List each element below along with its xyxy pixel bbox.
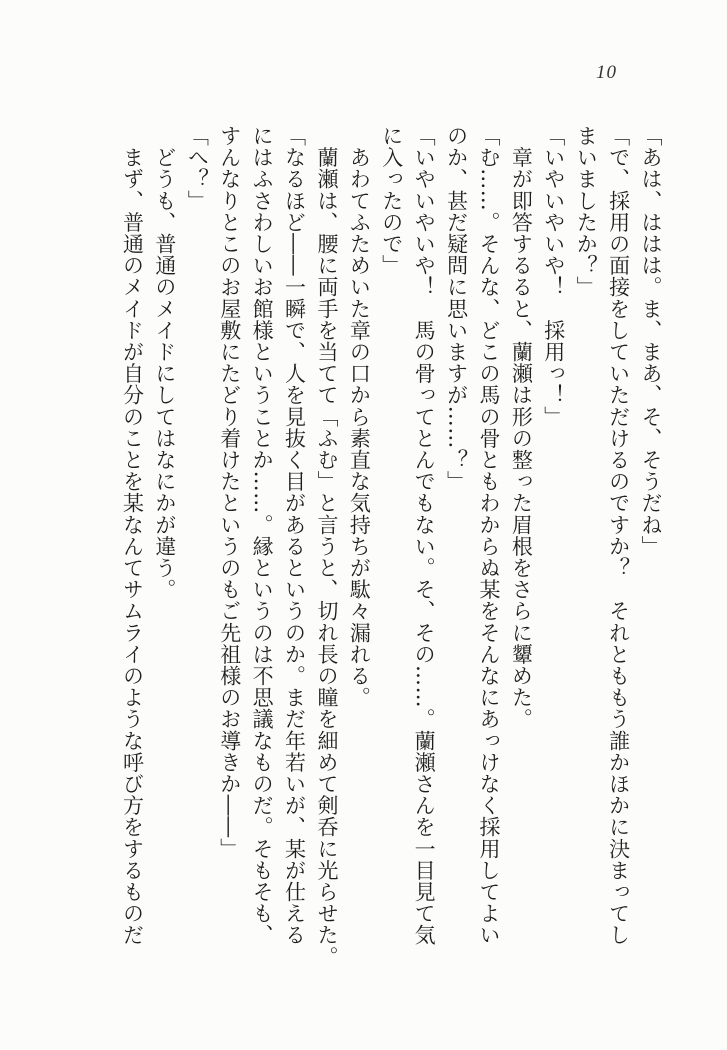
text-line: 章が即答するると、蘭瀬は形の整った眉根をさらに顰めた。: [509, 125, 534, 730]
text-line: 「いやいやいや！ 馬の骨ってとんでもない。そ、その……。蘭瀬さんを一目見て気: [412, 125, 437, 946]
text-line: まいましたか？」: [574, 125, 599, 298]
text-line: に入ったので」: [379, 125, 404, 277]
text-line: 「で、採用の面接をしていただけるのですか？ それとももう誰かほかに決まってし: [606, 125, 631, 946]
text-line: 蘭瀬は、腰に両手を当てて「ふむ」と言うと、切れ長の瞳を細めて剣呑に光らせた。: [314, 125, 339, 968]
text-line: すんなりとこのお屋敷にたどり着けたというのもご先祖様のお導きか――」: [217, 125, 242, 860]
text-line: 「いやいやいや！ 採用っ！」: [541, 125, 566, 428]
text-line: あわてふためいた章の口から素直な気持ちが駄々漏れる。: [347, 125, 372, 709]
text-line: 「なるほど――一瞬で、人を見抜く目があるというのか。まだ年若いが、某が仕える: [282, 125, 307, 946]
text-line: 「あは、ははは。ま、まあ、そ、そうだね」: [639, 125, 663, 557]
novel-text-column-block: [107, 125, 667, 985]
text-line: にはふさわしいお館様ということか……。縁というのは不思議なものだ。そもそも、: [250, 125, 275, 946]
text-line: 「へ？」: [185, 125, 210, 212]
text-line: のか、甚だ疑問に思いますが……？」: [444, 125, 469, 493]
text-line: どうも、普通のメイドにしてはなにかが違う。: [152, 125, 177, 601]
text-line: 「む……。そんな、どこの馬の骨ともわからぬ某をそんなにあっけなく採用してよい: [476, 125, 501, 946]
text-line: まず、普通のメイドが自分のことを某なんてサムライのような呼び方をするものだ: [120, 125, 145, 946]
page-number: 10: [596, 62, 617, 83]
